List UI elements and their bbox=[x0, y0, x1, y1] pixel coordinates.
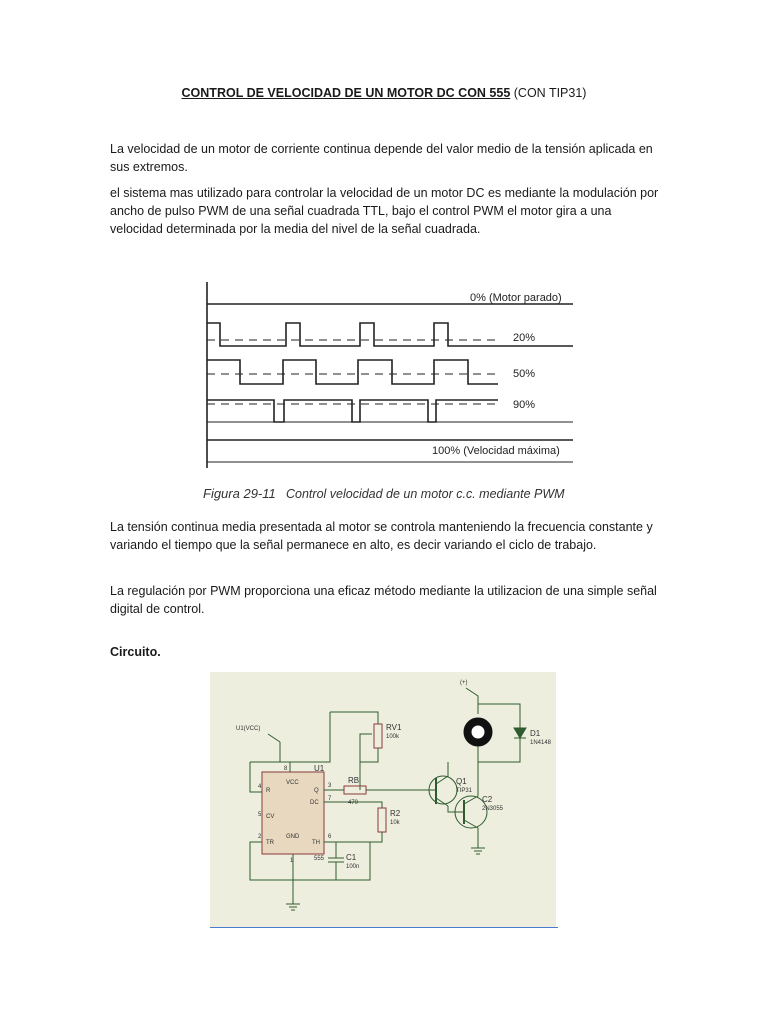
pin-tr-label: TR bbox=[266, 840, 274, 846]
pin-number-2: 2 bbox=[258, 834, 262, 840]
pin-vcc-label: VCC bbox=[286, 780, 299, 786]
q2-value: 2N3055 bbox=[482, 806, 504, 812]
c1-mark: 555 bbox=[314, 856, 325, 862]
pin-number-1: 1 bbox=[290, 858, 294, 864]
u1-vcc-label: U1(VCC) bbox=[236, 726, 261, 732]
r2-label: R2 bbox=[390, 809, 401, 818]
document-title bbox=[0, 86, 768, 100]
label-duty-90: 90% bbox=[513, 399, 536, 411]
pin-q-label: Q bbox=[314, 788, 319, 794]
title-main: CONTROL DE VELOCIDAD DE UN MOTOR DC CON 555 bbox=[181, 86, 511, 100]
vcc-top-label: (+) bbox=[460, 680, 468, 686]
pin-r-label: R bbox=[266, 788, 271, 794]
pin-number-7: 7 bbox=[328, 796, 332, 802]
label-duty-100: 100% (Velocidad máxima) bbox=[432, 445, 560, 457]
pin-number-5: 5 bbox=[258, 812, 262, 818]
pin-dc-label: DC bbox=[310, 800, 319, 806]
q1-value: TIP31 bbox=[456, 788, 473, 794]
rv1-value: 100k bbox=[386, 734, 400, 740]
q1-label: Q1 bbox=[456, 777, 467, 786]
pin-number-3: 3 bbox=[328, 783, 332, 789]
pin-number-4: 4 bbox=[258, 784, 262, 790]
paragraph-2: el sistema mas utilizado para controlar la velocidad de un motor DC es mediante la modulación por ancho de pulso PWM de una señal cuadrada TTL, bajo el control PWM el motor gira a una velocidad determinada por la media del nivel de la señal cuadrada. bbox=[110, 186, 659, 236]
rb-label: RB bbox=[348, 776, 360, 785]
c1-value: 100n bbox=[346, 864, 360, 870]
paragraph-1: La velocidad de un motor de corriente continua depende del valor medio de la tensión aplicada en sus extremos. bbox=[110, 142, 653, 174]
d1-value: 1N4148 bbox=[530, 740, 552, 746]
c1-label: C1 bbox=[346, 853, 357, 862]
paragraph-3: La tensión continua media presentada al motor se controla manteniendo la frecuencia constante y variando el tiempo que la señal permanece en alto, es decir variando el ciclo de trabajo. bbox=[110, 520, 653, 552]
pwm-waveform-figure bbox=[198, 276, 580, 506]
rv1-label: RV1 bbox=[386, 723, 402, 732]
q2-label: C2 bbox=[482, 795, 493, 804]
label-duty-50: 50% bbox=[513, 368, 536, 380]
title-suffix: (CON TIP31) bbox=[510, 86, 587, 100]
pwm-trace-50 bbox=[207, 360, 498, 384]
figure-underline bbox=[210, 927, 558, 928]
pwm-trace-90 bbox=[207, 400, 498, 422]
label-duty-20: 20% bbox=[513, 332, 536, 344]
pin-gnd-label: GND bbox=[286, 834, 300, 840]
pin-number-8: 8 bbox=[284, 766, 288, 772]
figure-caption-prefix: Figura 29-11 bbox=[203, 486, 276, 501]
circuit-schematic bbox=[210, 672, 556, 928]
label-duty-0: 0% (Motor parado) bbox=[470, 292, 562, 304]
rb-value: 470 bbox=[348, 800, 359, 806]
paragraph-4: La regulación por PWM proporciona una eficaz método mediante la utilizacion de una simple señal digital de control. bbox=[110, 584, 657, 616]
figure-caption-text: Control velocidad de un motor c.c. mediante PWM bbox=[286, 487, 565, 501]
circuit-heading: Circuito. bbox=[110, 645, 161, 659]
u1-label: U1 bbox=[314, 764, 325, 773]
pin-th-label: TH bbox=[312, 840, 320, 846]
d1-label: D1 bbox=[530, 729, 541, 738]
pin-cv-label: CV bbox=[266, 814, 275, 820]
r2-value: 10k bbox=[390, 820, 400, 826]
pin-number-6: 6 bbox=[328, 834, 332, 840]
